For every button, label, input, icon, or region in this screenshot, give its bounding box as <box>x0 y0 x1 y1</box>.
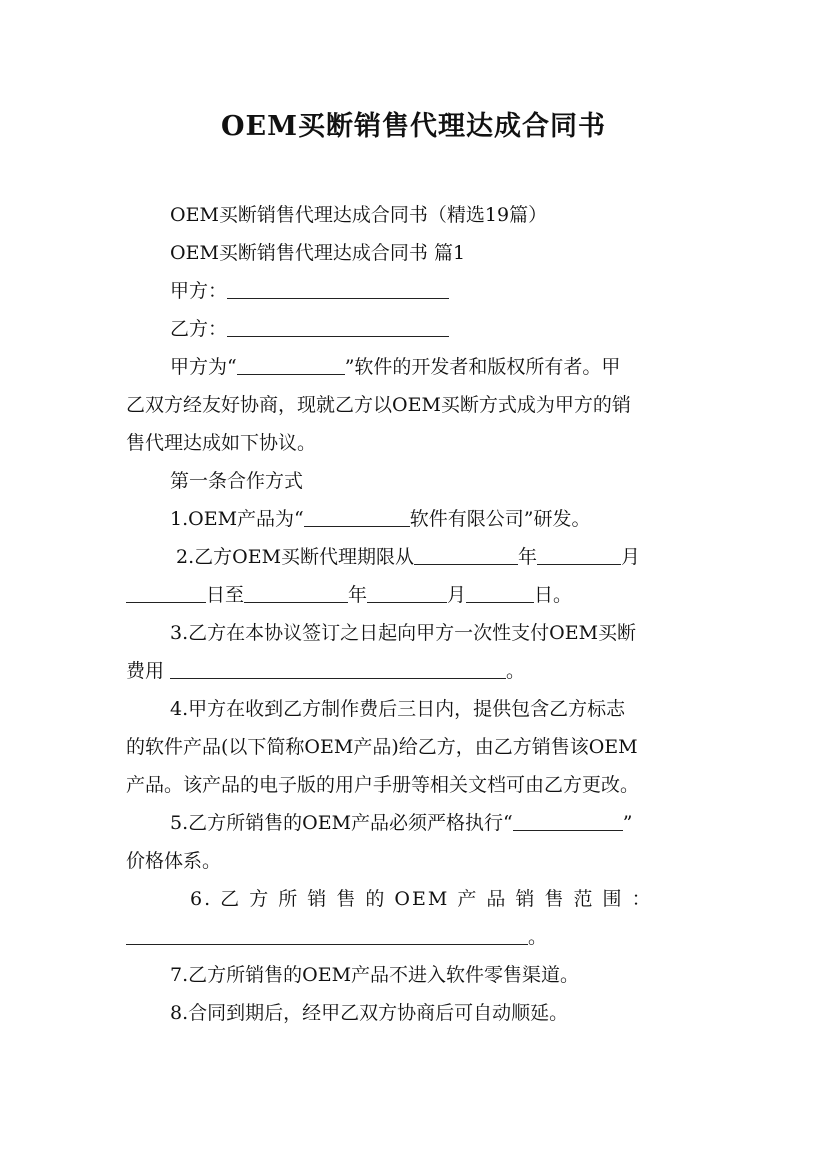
fee-blank <box>170 656 506 679</box>
intro-line-1 <box>126 348 702 386</box>
intro-line-2: 乙双方经友好协商，现就乙方以OEM买断方式成为甲方的销 <box>126 394 631 416</box>
item-2-end-year-label: 年 <box>348 584 368 606</box>
document-body <box>126 196 702 1032</box>
party-a-label: 甲方： <box>170 280 228 302</box>
item-4-line-3: 产品。该产品的电子版的用户手册等相关文档可由乙方更改。 <box>126 774 640 796</box>
item-3-line-1: 3.乙方在本协议签订之日起向甲方一次性支付OEM买断 <box>170 622 637 644</box>
item-6-line-1: 6. 乙 方 所 销 售 的 OEM 产 品 销 售 范 围 ： <box>190 888 653 910</box>
item-2-text-a: 2.乙方OEM买断代理期限从 <box>176 546 415 568</box>
item-3-period: 。 <box>506 660 526 682</box>
item-7-line: 7.乙方所销售的OEM产品不进入软件零售渠道。 <box>170 964 580 986</box>
item-2-day-to-label: 日至 <box>206 584 245 606</box>
software-name-blank <box>237 352 345 375</box>
item-5-text-a: 5.乙方所销售的OEM产品必须严格执行“ <box>170 812 513 834</box>
party-b-line <box>126 310 702 348</box>
start-year-blank <box>414 542 518 565</box>
start-day-blank <box>126 580 206 603</box>
party-b-blank <box>227 314 449 337</box>
end-year-blank <box>244 580 348 603</box>
item-3-line-2 <box>126 652 702 690</box>
intro-line-3: 售代理达成如下协议。 <box>126 432 317 454</box>
section-heading: OEM买断销售代理达成合同书 篇1 <box>170 242 466 264</box>
item-4-line-1: 4.甲方在收到乙方制作费后三日内，提供包含乙方标志 <box>170 698 626 720</box>
item-8-line: 8.合同到期后，经甲乙双方协商后可自动顺延。 <box>170 1002 569 1024</box>
party-a-blank <box>227 276 449 299</box>
item-2-end-month-label: 月 <box>447 584 467 606</box>
item-5-close-quote: ” <box>622 812 633 834</box>
party-a-line <box>126 272 702 310</box>
item-4-line-2: 的软件产品(以下简称OEM产品)给乙方，由乙方销售该OEM <box>126 736 638 758</box>
end-day-blank <box>466 580 534 603</box>
item-5-line-1 <box>126 804 702 842</box>
article-heading: 第一条合作方式 <box>170 470 304 492</box>
item-3-fee-label: 费用 <box>126 660 171 682</box>
price-system-blank <box>513 808 623 831</box>
item-2-month-label: 月 <box>621 546 641 568</box>
subtitle-line: OEM买断销售代理达成合同书（精选19篇） <box>170 204 548 226</box>
item-6-period: 。 <box>528 926 548 948</box>
item-6-line-2 <box>126 918 702 956</box>
document-title: OEM买断销售代理达成合同书 <box>221 111 606 142</box>
party-b-label: 乙方： <box>170 318 228 340</box>
item-1-line <box>126 500 702 538</box>
item-2-year-label: 年 <box>518 546 538 568</box>
item-1-text-b: 软件有限公司”研发。 <box>409 508 591 530</box>
intro-text-1a: 甲方为“ <box>170 356 237 378</box>
item-2-line-2 <box>126 576 702 614</box>
sales-scope-blank <box>126 922 528 945</box>
intro-text-1b: ”软件的开发者和版权所有者。甲 <box>344 356 621 378</box>
start-month-blank <box>537 542 621 565</box>
item-2-end-day-label: 日。 <box>534 584 573 606</box>
item-5-line-2: 价格体系。 <box>126 850 222 872</box>
end-month-blank <box>367 580 447 603</box>
company-blank <box>304 504 410 527</box>
item-2-line-1 <box>126 538 702 576</box>
item-1-text-a: 1.OEM产品为“ <box>170 508 304 530</box>
